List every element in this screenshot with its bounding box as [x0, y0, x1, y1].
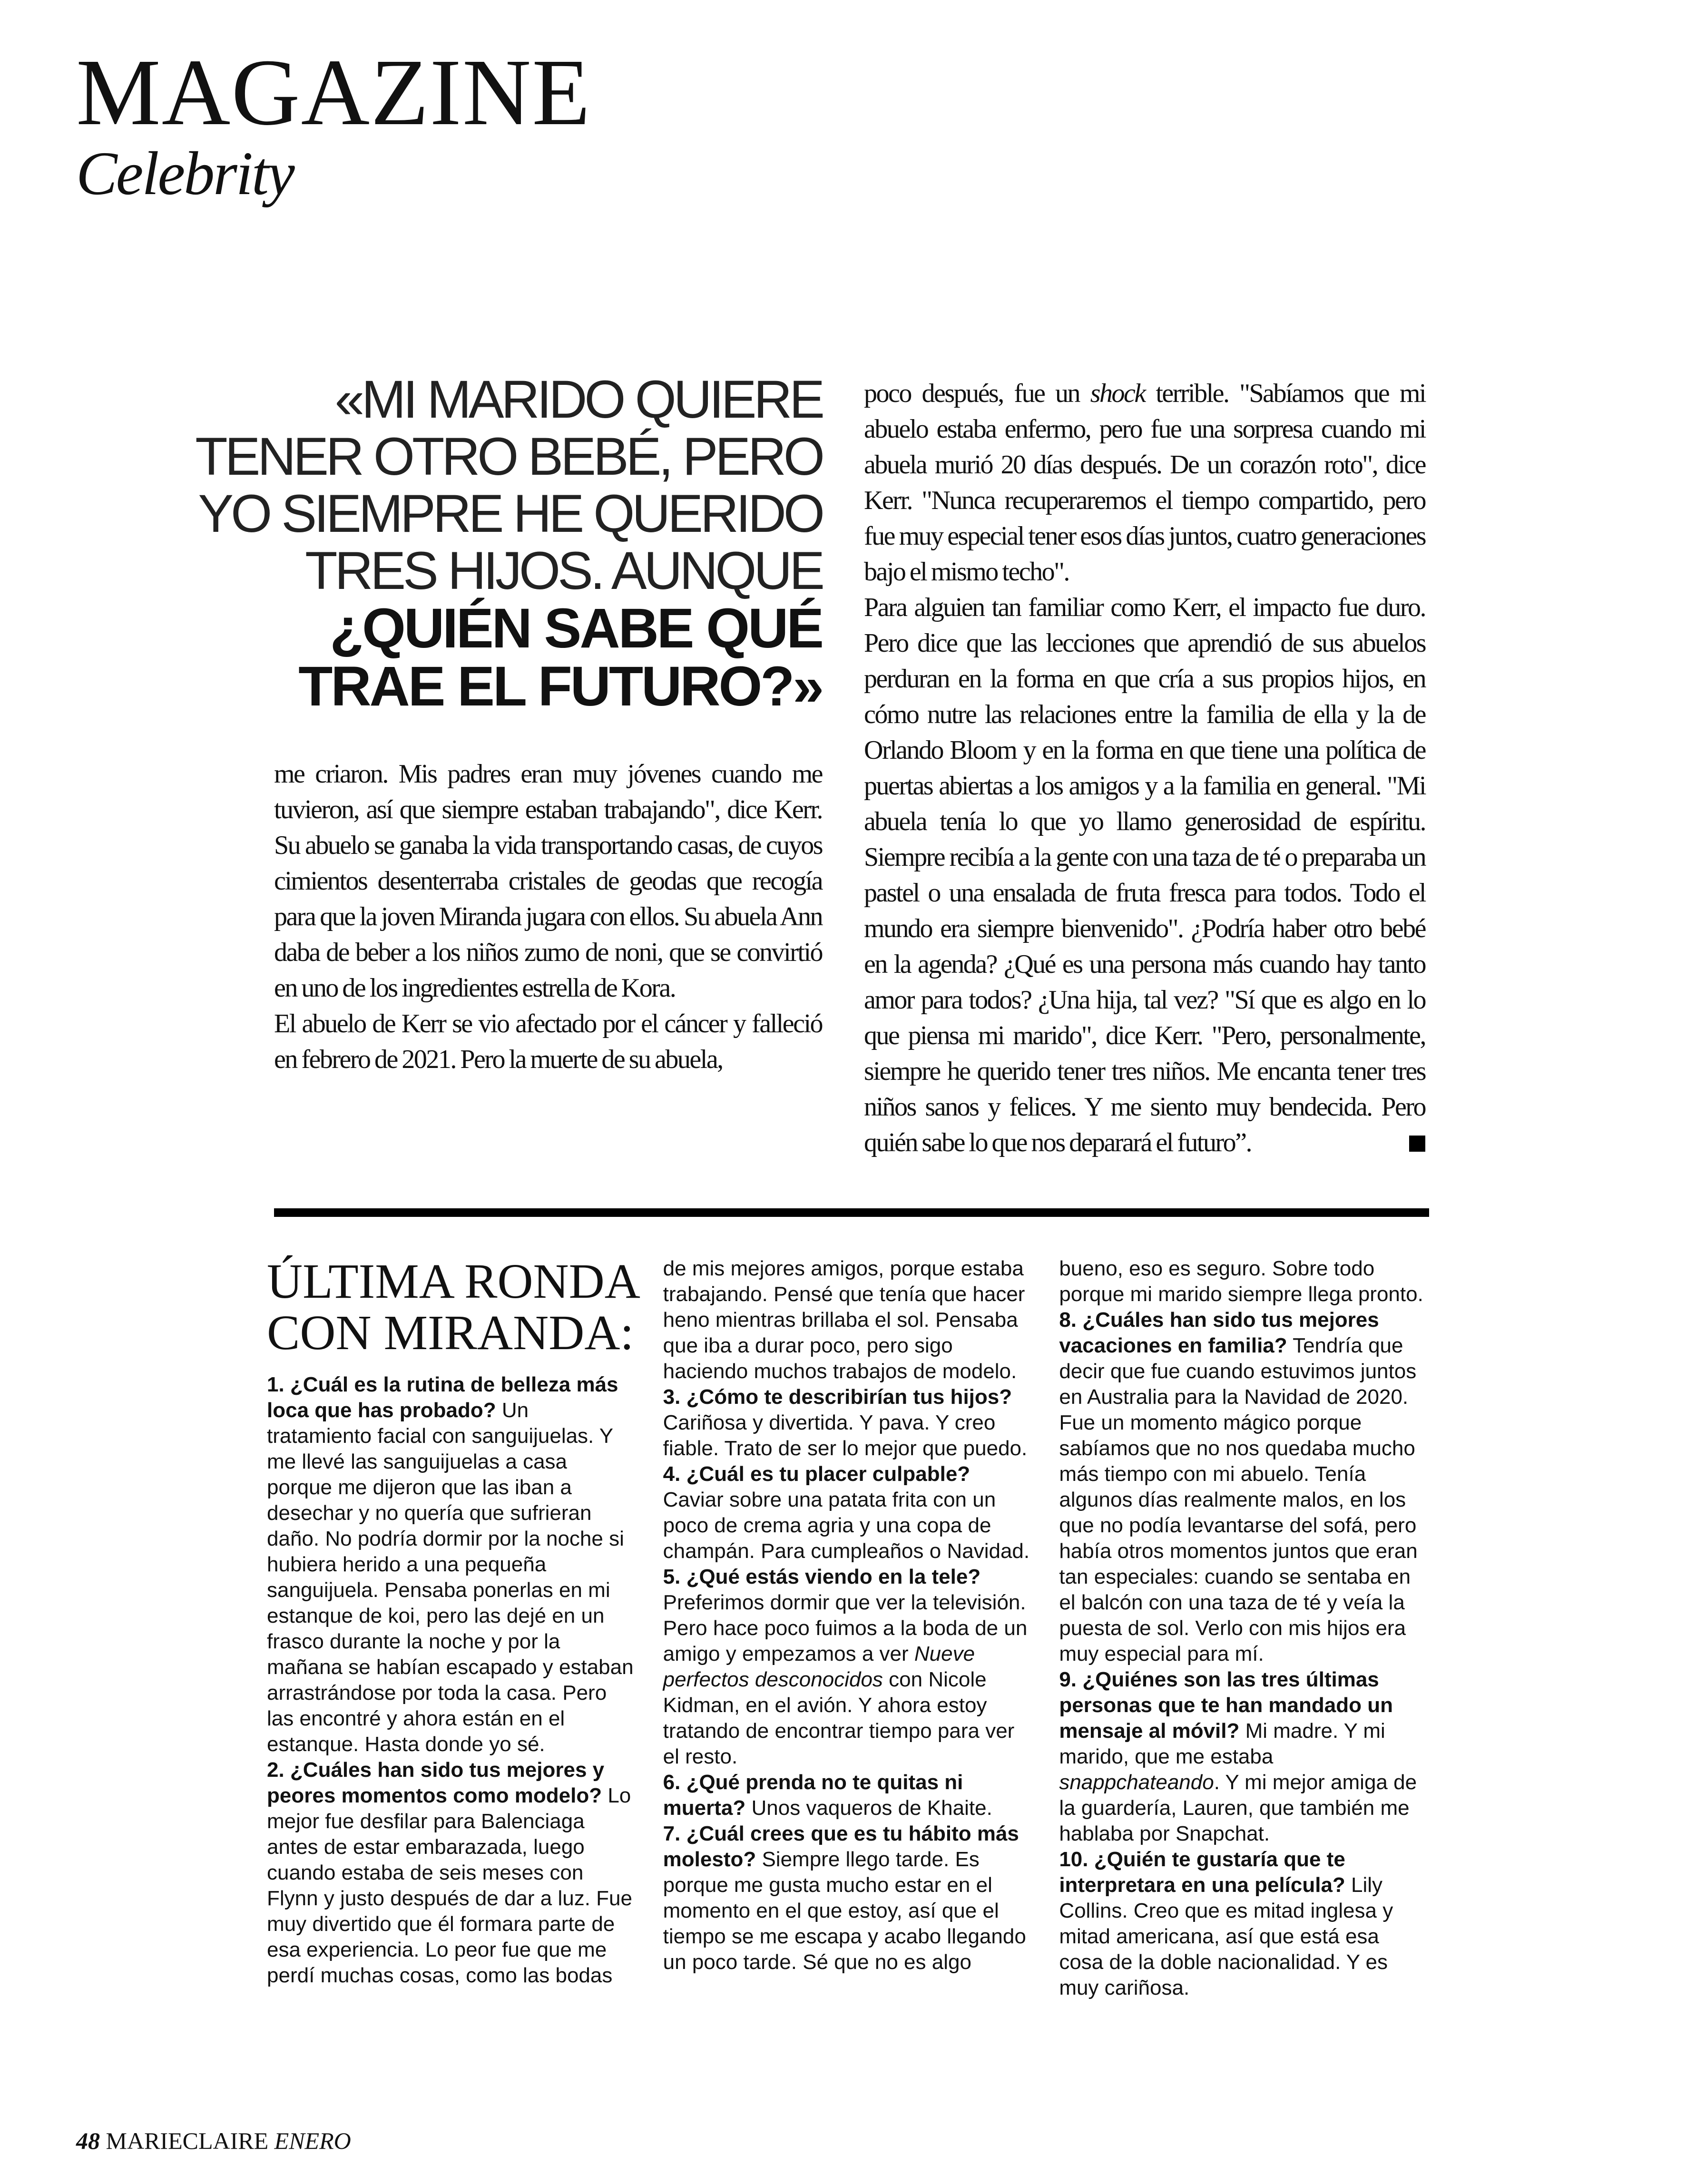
article-paragraph: El abuelo de Kerr se vio afectado por el cáncer y falleció en febrero de 2021. Pero la muerte de su abuela,	[274, 1009, 822, 1074]
pull-quote-line: «MI MARIDO QUIERE	[334, 370, 822, 429]
text: terrible. "Sabíamos que mi abuelo estaba enfermo, pero fue una sorpresa cuando mi abuela murió 20 días después. De un corazón roto", dice Kerr. "Nunca recuperaremos el tiempo compartido, pero fue muy especial tener esos días juntos, cuatro generaciones bajo el mismo techo".	[864, 379, 1426, 587]
article-paragraph	[864, 590, 1425, 1161]
answer: Tendría que decir que fue cuando estuvimos juntos en Australia para la Navidad de 2020. Fue un momento mágico porque sabíamos que no nos quedaba mucho más tiempo con mi abuelo. Tenía algunos días realmente malos, en los que no podía levantarse del sofá, pero había otros momentos juntos que eran tan especiales: cuando se sentaba en el balcón con una taza de té y veía la puesta de sol. Verlo con mis hijos era muy especial para mí.	[1059, 1334, 1418, 1665]
masthead	[76, 40, 591, 208]
pull-quote	[86, 370, 822, 718]
answer: Unos vaqueros de Khaite.	[745, 1796, 992, 1820]
qa-item	[267, 1372, 636, 1757]
answer: Cariñosa y divertida. Y pava. Y creo fiable. Trato de ser lo mejor que puedo.	[663, 1411, 1028, 1460]
qa-item	[663, 1384, 1032, 1461]
answer-italic: snappchateando	[1059, 1771, 1214, 1794]
footer-brand: MARIECLAIRE	[106, 2127, 269, 2154]
qa-item	[663, 1770, 1032, 1821]
italic-text: shock	[1090, 379, 1145, 408]
magazine-title: MAGAZINE	[76, 40, 591, 145]
qa-item	[1059, 1847, 1428, 2001]
text: poco después, fue un	[864, 379, 1090, 408]
question: 1. ¿Cuál es la rutina de belleza más loca que has probado?	[267, 1373, 618, 1422]
page-number: 48	[76, 2127, 100, 2154]
question: 3. ¿Cómo te describirían tus hijos?	[663, 1385, 1012, 1409]
question: 8. ¿Cuáles han sido tus mejores vacaciones en familia?	[1059, 1308, 1379, 1357]
qa-item	[663, 1461, 1032, 1564]
question: 9. ¿Quiénes son las tres últimas personas que te han mandado un mensaje al móvil?	[1059, 1668, 1393, 1743]
answer: Preferimos dormir que ver la televisión. Pero hace poco fuimos a la boda de un amigo y empezamos a ver	[663, 1591, 1028, 1665]
article-column-right	[864, 376, 1425, 1161]
answer: Lo mejor fue desfilar para Balenciaga antes de estar embarazada, luego cuando estaba de seis meses con Flynn y justo después de dar a luz. Fue muy divertido que él formara parte de esa experiencia. Lo peor fue que me perdí muchas cosas, como las bodas de mis mejores amigos, porque estaba trabajando. Pensé que tenía que hacer heno mientras brillaba el sol. Pensaba que iba a durar poco, pero sigo haciendo muchos trabajos de modelo.	[267, 1257, 1025, 1987]
question: 4. ¿Cuál es tu placer culpable?	[663, 1462, 970, 1486]
answer: Siempre llego tarde. Es porque me gusta mucho estar en el momento en el que estoy, así que el tiempo se me escapa y acabo llegando un poco tarde. Sé que no es algo bueno, eso es seguro. Sobre todo porque mi marido siempre llega pronto.	[663, 1257, 1423, 1974]
answer: con Nicole Kidman, en el avión. Y ahora estoy tratando de encontrar tiempo para ver el resto.	[663, 1668, 1015, 1768]
qa-section	[267, 1256, 1428, 2001]
qa-item	[1059, 1307, 1428, 1667]
question: 6. ¿Qué prenda no te quitas ni muerta?	[663, 1771, 963, 1820]
end-mark-icon	[1409, 1136, 1425, 1152]
qa-heading	[267, 1254, 640, 1360]
article-column-left	[274, 756, 822, 1077]
pull-quote-bold-line: ¿QUIÉN SABE QUÉ	[330, 597, 822, 660]
qa-heading-line: ÚLTIMA RONDA	[267, 1254, 640, 1309]
question: 7. ¿Cuál crees que es tu hábito más molesto?	[663, 1822, 1019, 1871]
answer: . Y mi mejor amiga de la guardería, Lauren, que también me hablaba por Snapchat.	[1059, 1771, 1417, 1845]
answer-italic: Nueve perfectos desconocidos	[663, 1642, 975, 1691]
question: 5. ¿Qué estás viendo en la tele?	[663, 1565, 981, 1588]
article-paragraph: me criaron. Mis padres eran muy jóvenes cuando me tuvieron, así que siempre estaban trabajando", dice Kerr. Su abuelo se ganaba la vida transportando casas, de cuyos cimientos desenterraba cristales de geodas que recogía para que la joven Miranda jugara con ellos. Su abuela Ann daba de beber a los niños zumo de noni, que se convirtió en uno de los ingredientes estrella de Kora.	[274, 759, 822, 1003]
pull-quote-line: TENER OTRO BEBÉ, PERO	[195, 427, 822, 486]
answer: Caviar sobre una patata frita con un poco de crema agria y una copa de champán. Para cumpleaños o Navidad.	[663, 1488, 1030, 1563]
footer-issue: ENERO	[274, 2127, 351, 2154]
article-paragraph	[864, 376, 1425, 590]
page-footer	[76, 2126, 351, 2155]
qa-heading-line: CON MIRANDA:	[267, 1305, 634, 1360]
answer: Lily Collins. Creo que es mitad inglesa y mitad americana, así que está esa cosa de la doble nacionalidad. Y es muy cariñosa.	[1059, 1873, 1393, 1999]
pull-quote-line: TRES HIJOS. AUNQUE	[305, 541, 822, 600]
question: 10. ¿Quién te gustaría que te interpretara en una película?	[1059, 1848, 1345, 1897]
pull-quote-bold-line: TRAE EL FUTURO?»	[298, 655, 822, 718]
qa-item	[663, 1564, 1032, 1770]
section-divider	[274, 1208, 1429, 1217]
question: 2. ¿Cuáles han sido tus mejores y peores momentos como modelo?	[267, 1758, 605, 1807]
section-subtitle: Celebrity	[76, 139, 294, 208]
answer: Un tratamiento facial con sanguijuelas. Y me llevé las sanguijuelas a casa porque me dijeron que las iban a desechar y no quería que sufrieran daño. No podría dormir por la noche si hubiera herido a una pequeña sanguijuela. Pensaba ponerlas en mi estanque de koi, pero las dejé en un frasco durante la noche y por la mañana se habían escapado y estaban arrastrándose por toda la casa. Pero las encontré y ahora están en el estanque. Hasta donde yo sé.	[267, 1399, 634, 1756]
qa-item	[1059, 1667, 1428, 1847]
answer: Mi madre. Y mi marido, que me estaba	[1059, 1719, 1385, 1768]
pull-quote-line: YO SIEMPRE HE QUERIDO	[198, 484, 822, 543]
text: Para alguien tan familiar como Kerr, el impacto fue duro. Pero dice que las lecciones que aprendió de sus abuelos perduran en la forma en que cría a sus propios hijos, en cómo nutre las relaciones entre la familia de ella y la de Orlando Bloom y en la forma en que tiene una política de puertas abiertas a los amigos y a la familia en general. "Mi abuela tenía lo que yo llamo generosidad de espíritu. Siempre recibía a la gente con una taza de té o preparaba un pastel o una ensalada de fruta fresca para todos. Todo el mundo era siempre bienvenido". ¿Podría haber otro bebé en la agenda? ¿Qué es una persona más cuando hay tanto amor para todos? ¿Una hija, tal vez? "Sí que es algo en lo que piensa mi marido", dice Kerr. "Pero, personalmente, siempre he querido tener tres niños. Me encanta tener tres niños sanos y felices. Y me siento muy bendecida. Pero quién sabe lo que nos deparará el futuro”.	[864, 593, 1425, 1157]
